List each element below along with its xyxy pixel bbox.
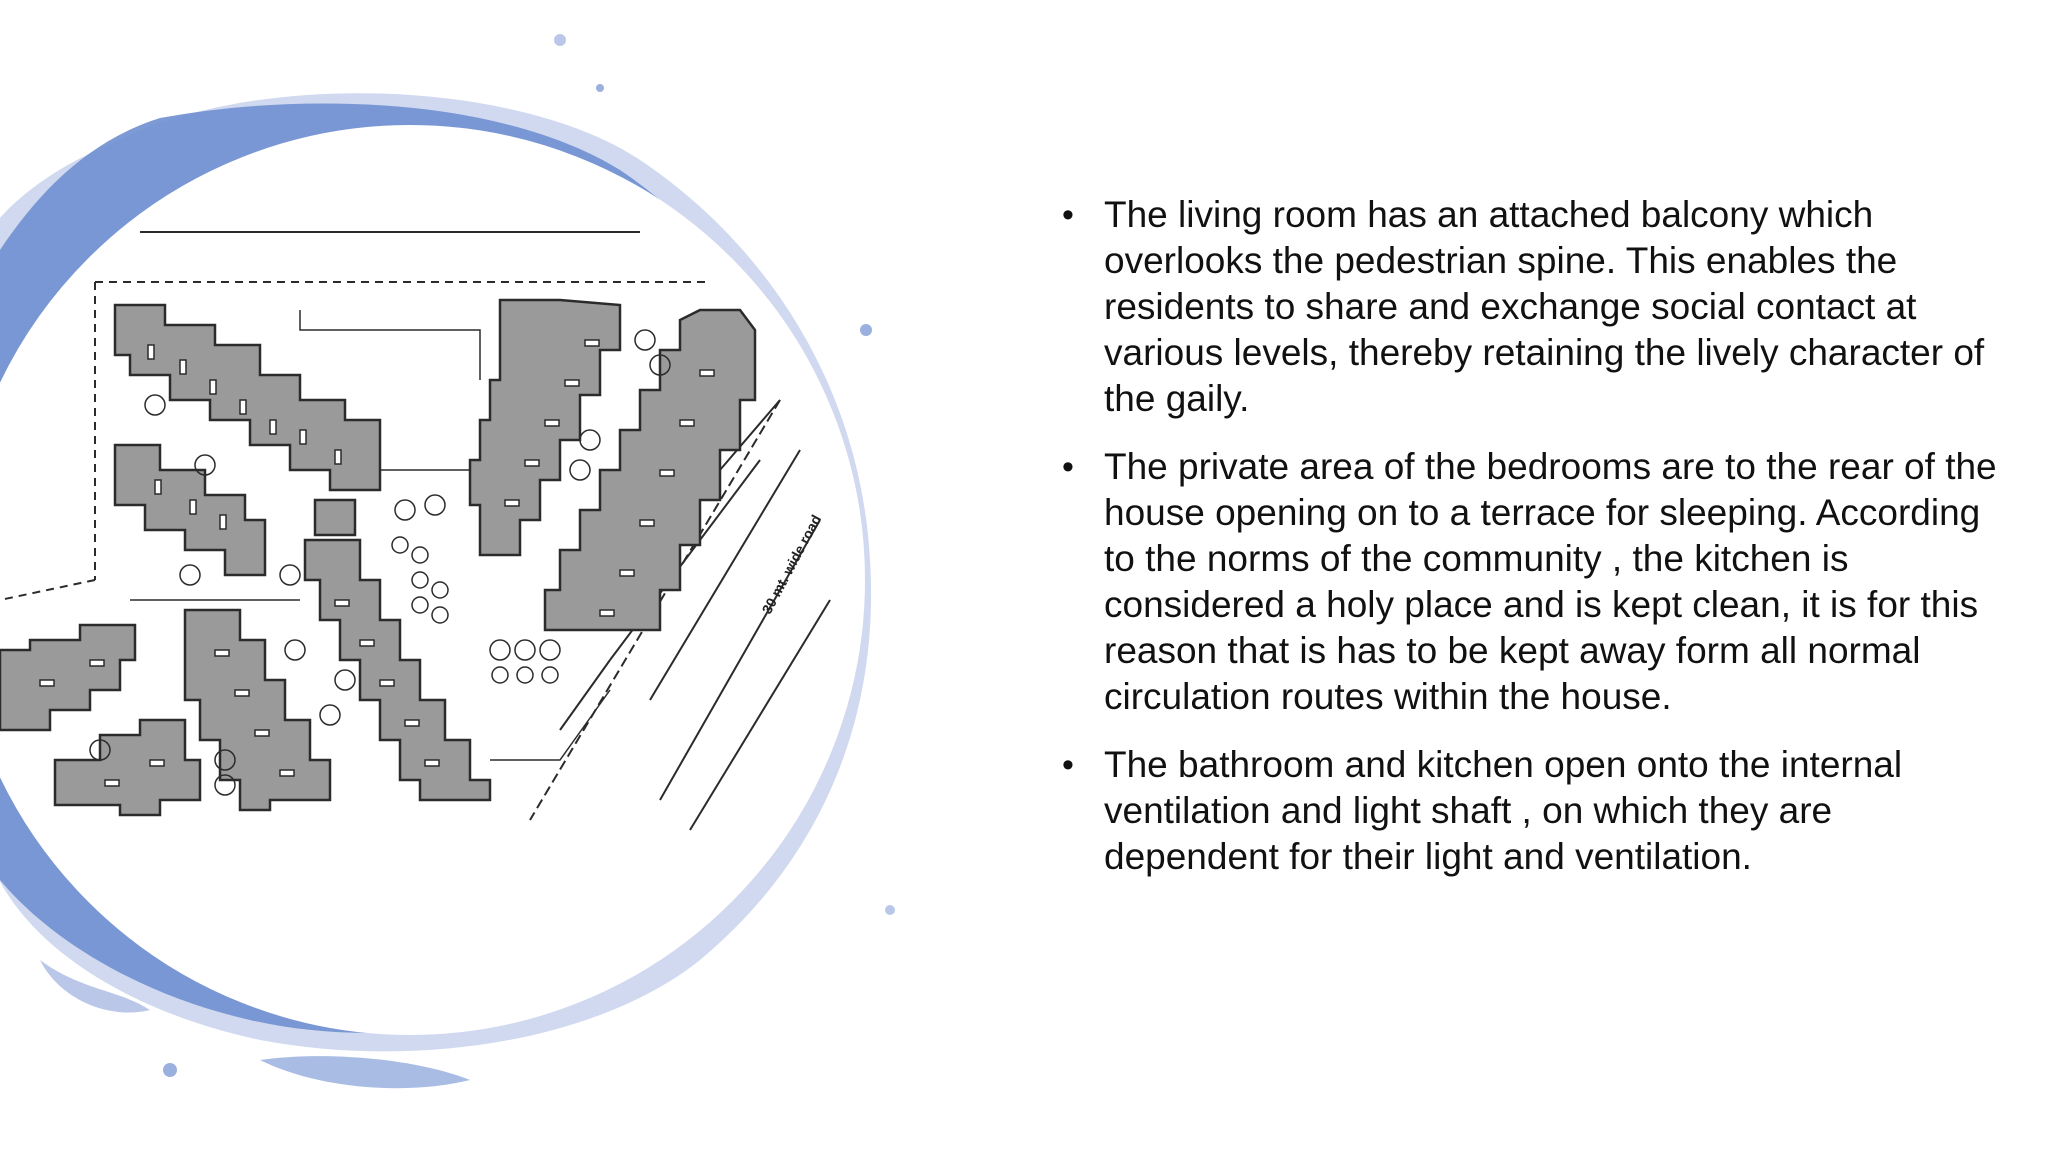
bullet-item-bedrooms: [1062, 444, 2002, 720]
bullet-dot-icon: •: [1062, 448, 1074, 486]
bullet-item-bathroom-kitchen: [1062, 742, 2002, 880]
bullet-text: The living room has an attached balcony which overlooks the pedestrian spine. This enables the residents to share and exchange social contact at various levels, thereby retaining the lively character of the gaily.: [1104, 194, 1985, 419]
text-panel: [1062, 192, 2002, 902]
bullet-text: The private area of the bedrooms are to the rear of the house opening on to a terrace for sleeping. According to the norms of the community , the kitchen is considered a holy place and is kept clean, it is for this reason that is has to be kept away form all normal circulation routes within the house.: [1104, 446, 1997, 717]
road-label: 30 mt. wide road: [758, 512, 825, 617]
bullet-dot-icon: •: [1062, 746, 1074, 784]
bullet-text: The bathroom and kitchen open onto the internal ventilation and light shaft , on which they are dependent for their light and ventilation.: [1104, 744, 1903, 877]
site-plan-figure: [0, 0, 920, 1152]
bullet-dot-icon: •: [1062, 196, 1074, 234]
bullet-list: [1062, 192, 2002, 880]
bullet-item-living-room: [1062, 192, 2002, 422]
